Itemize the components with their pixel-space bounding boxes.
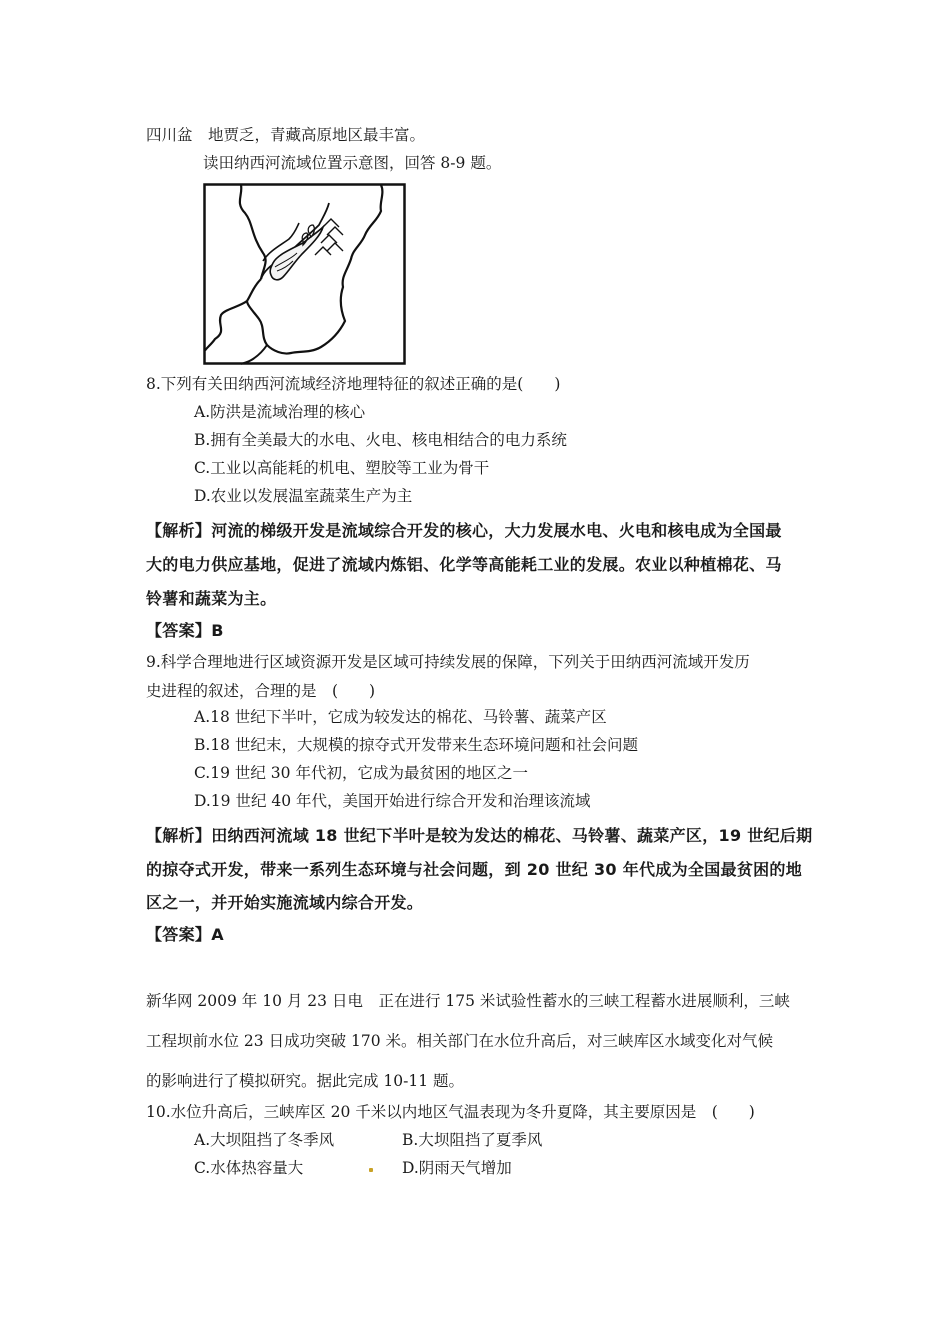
q9-option-c: C.19 世纪 30 年代初，它成为最贫困的地区之一	[194, 764, 528, 782]
q10-option-b: B.大坝阻挡了夏季风	[402, 1131, 543, 1149]
news-line-3: 的影响进行了模拟研究。据此完成 10-11 题。	[146, 1072, 465, 1090]
q8-analysis-line-2: 大的电力供应基地，促进了流域内炼铝、化学等高能耗工业的发展。农业以种植棉花、马	[146, 555, 782, 574]
q10-stem: 10.水位升高后，三峡库区 20 千米以内地区气温表现为冬升夏降，其主要原因是 ( )	[146, 1103, 755, 1121]
q8-option-c: C.工业以高能耗的机电、塑胶等工业为骨干	[194, 459, 490, 477]
intro-line-2: 读田纳西河流域位置示意图，回答 8-9 题。	[203, 154, 502, 172]
q10-option-a: A.大坝阻挡了冬季风	[194, 1131, 335, 1149]
q8-option-a: A.防洪是流域治理的核心	[194, 403, 366, 421]
q9-stem-line-1: 9.科学合理地进行区域资源开发是区域可持续发展的保障，下列关于田纳西河流域开发历	[146, 653, 750, 671]
q8-option-d: D.农业以发展温室蔬菜生产为主	[194, 487, 413, 505]
decorative-dot	[369, 1168, 373, 1172]
news-line-2: 工程坝前水位 23 日成功突破 170 米。相关部门在水位升高后，对三峡库区水域变化对气候	[146, 1032, 774, 1050]
q8-stem: 8.下列有关田纳西河流域经济地理特征的叙述正确的是( )	[146, 375, 561, 393]
intro-line-1: 四川盆 地贾乏，青藏高原地区最丰富。	[146, 126, 426, 144]
q9-analysis-line-1: 【解析】田纳西河流域 18 世纪下半叶是较为发达的棉花、马铃薯、蔬菜产区，19 世纪后期	[146, 826, 813, 845]
q8-option-b: B.拥有全美最大的水电、火电、核电相结合的电力系统	[194, 431, 567, 449]
q9-option-b: B.18 世纪末，大规模的掠夺式开发带来生态环境问题和社会问题	[194, 736, 638, 754]
q9-analysis-line-2: 的掠夺式开发，带来一系列生态环境与社会问题，到 20 世纪 30 年代成为全国最贫困的地	[146, 860, 803, 879]
q9-option-a: A.18 世纪下半叶，它成为较发达的棉花、马铃薯、蔬菜产区	[194, 708, 607, 726]
q8-analysis-line-3: 铃薯和蔬菜为主。	[146, 589, 277, 608]
tennessee-river-basin-map	[203, 183, 406, 365]
q9-answer: 【答案】A	[146, 925, 224, 944]
q10-option-c: C.水体热容量大	[194, 1159, 304, 1177]
q9-option-d: D.19 世纪 40 年代，美国开始进行综合开发和治理该流域	[194, 792, 591, 810]
q9-stem-line-2: 史进程的叙述，合理的是 ( )	[146, 682, 376, 700]
q9-analysis-line-3: 区之一，并开始实施流域内综合开发。	[146, 893, 424, 912]
news-line-1: 新华网 2009 年 10 月 23 日电 正在进行 175 米试验性蓄水的三峡工程蓄水进展顺利，三峡	[146, 992, 790, 1010]
q10-option-d: D.阴雨天气增加	[402, 1159, 512, 1177]
q8-analysis-line-1: 【解析】河流的梯级开发是流域综合开发的核心，大力发展水电、火电和核电成为全国最	[146, 521, 782, 540]
q8-answer: 【答案】B	[146, 621, 224, 640]
